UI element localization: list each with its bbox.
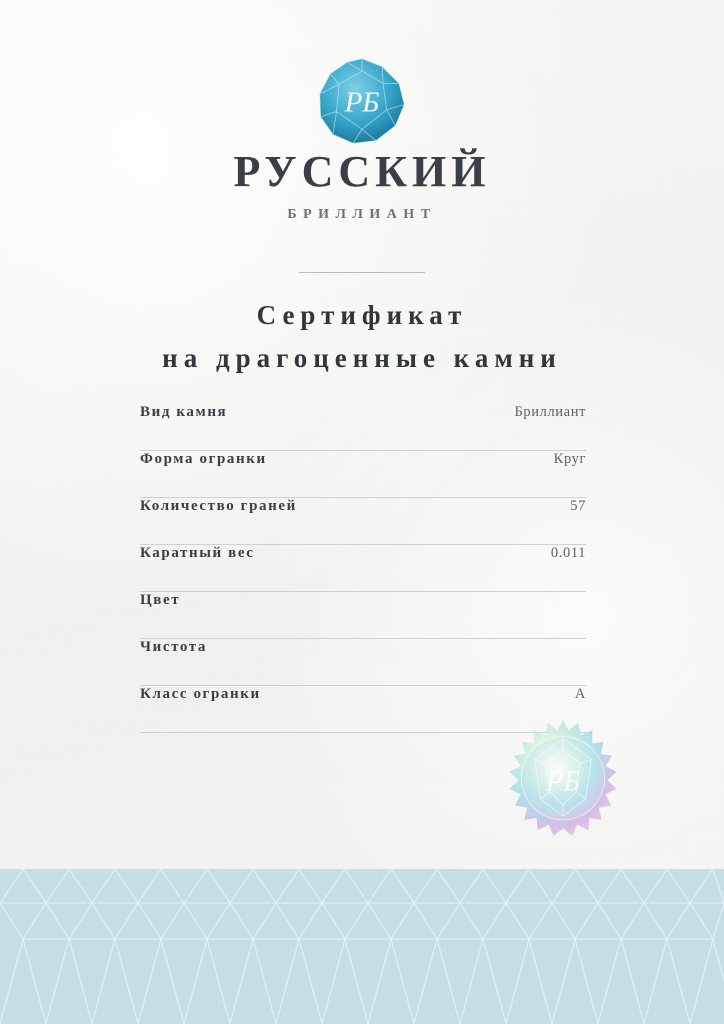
spec-value: Бриллиант	[514, 404, 586, 420]
divider	[299, 272, 425, 273]
brand-block	[0, 147, 724, 223]
spec-label: Чистота	[140, 639, 208, 655]
band-facet-pattern	[0, 869, 724, 1024]
decorative-band	[0, 869, 724, 1024]
brand-name: РУССКИЙ	[233, 147, 491, 196]
table-row	[140, 498, 586, 545]
seal-monogram: РБ	[546, 766, 580, 798]
table-row	[140, 592, 586, 639]
spec-label: Класс огранки	[140, 686, 261, 702]
table-row	[140, 404, 586, 451]
table-row	[140, 545, 586, 592]
spec-label: Вид камня	[140, 404, 228, 420]
diamond-logo-icon	[318, 57, 406, 145]
logo-container	[0, 57, 724, 145]
page-title	[0, 300, 724, 374]
brand-subtitle: БРИЛЛИАНТ	[287, 207, 437, 222]
spec-value: A	[574, 686, 586, 702]
spec-value: 0.011	[550, 545, 586, 561]
page-title-line-2: на драгоценные камни	[162, 343, 562, 373]
spec-label: Количество граней	[140, 498, 297, 514]
table-row	[140, 639, 586, 686]
spec-label: Форма огранки	[140, 451, 267, 467]
spec-value: 57	[570, 498, 586, 514]
table-row	[140, 451, 586, 498]
spec-label: Цвет	[140, 592, 181, 608]
spec-label: Каратный вес	[140, 545, 255, 561]
spec-value: Круг	[553, 451, 586, 467]
holographic-seal-icon	[497, 718, 629, 850]
page-title-line-1: Сертификат	[256, 300, 468, 330]
specification-table	[140, 404, 586, 733]
logo-monogram: РБ	[344, 86, 380, 119]
